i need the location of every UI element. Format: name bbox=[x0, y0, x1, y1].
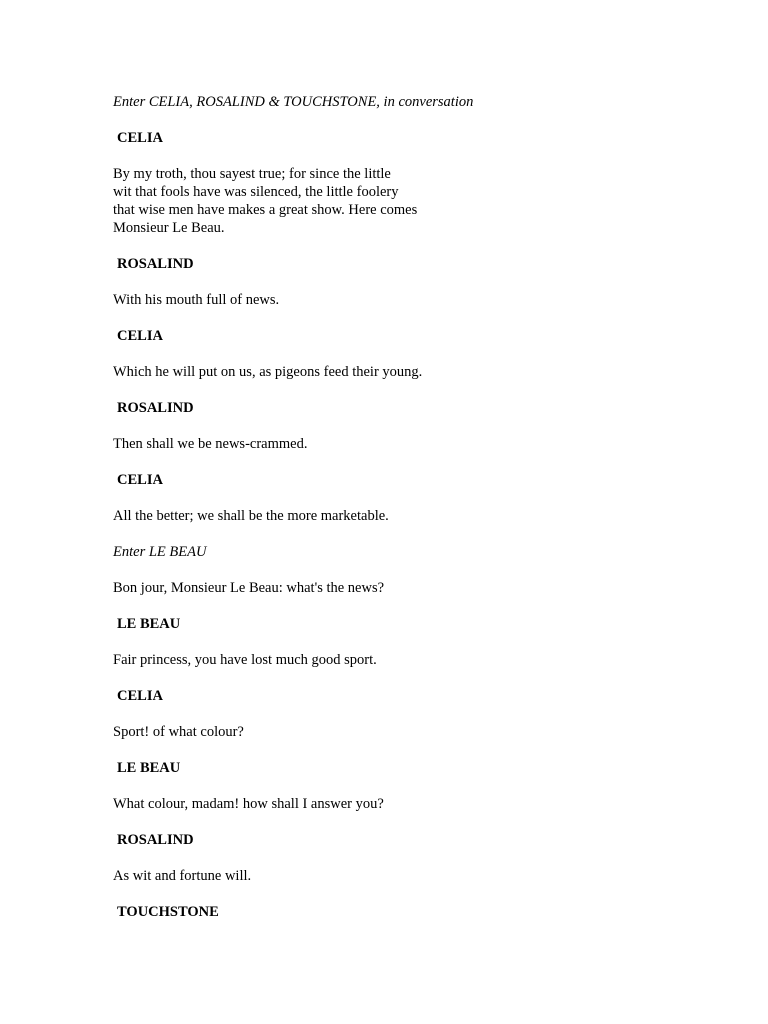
speaker-name: CELIA bbox=[117, 328, 163, 344]
speech bbox=[113, 723, 713, 741]
speech bbox=[113, 291, 713, 309]
speech bbox=[113, 651, 713, 669]
speech-line: Bon jour, Monsieur Le Beau: what's the news? bbox=[113, 580, 385, 596]
speaker-name: CELIA bbox=[117, 472, 163, 488]
speech-line: By my troth, thou sayest true; for since the little bbox=[113, 166, 391, 182]
speech bbox=[113, 165, 713, 237]
speech-line: Fair princess, you have lost much good sport. bbox=[113, 652, 377, 668]
speech-line: What colour, madam! how shall I answer you? bbox=[113, 796, 384, 812]
speech bbox=[113, 435, 713, 453]
speech-line: As wit and fortune will. bbox=[113, 868, 252, 884]
speaker-name: LE BEAU bbox=[117, 616, 181, 632]
speaker-name: LE BEAU bbox=[117, 760, 181, 776]
speech-line: wit that fools have was silenced, the little foolery bbox=[113, 184, 399, 200]
speech bbox=[113, 867, 713, 885]
speaker-name: CELIA bbox=[117, 130, 163, 146]
speech bbox=[113, 507, 713, 525]
stage-direction: Enter CELIA, ROSALIND & TOUCHSTONE, in conversation bbox=[113, 94, 474, 110]
speech-line: Sport! of what colour? bbox=[113, 724, 244, 740]
script-page bbox=[113, 93, 713, 921]
speech-line: Monsieur Le Beau. bbox=[113, 220, 225, 236]
speaker-name: CELIA bbox=[117, 688, 163, 704]
speech-line: With his mouth full of news. bbox=[113, 292, 280, 308]
speech bbox=[113, 795, 713, 813]
speaker-name: ROSALIND bbox=[117, 256, 194, 272]
stage-direction: Enter LE BEAU bbox=[113, 544, 207, 560]
speech-line: All the better; we shall be the more marketable. bbox=[113, 508, 389, 524]
speaker-name: TOUCHSTONE bbox=[117, 904, 219, 920]
speech-line: Which he will put on us, as pigeons feed their young. bbox=[113, 364, 423, 380]
speaker-name: ROSALIND bbox=[117, 400, 194, 416]
speaker-name: ROSALIND bbox=[117, 832, 194, 848]
speech bbox=[113, 363, 713, 381]
speech-line: Then shall we be news-crammed. bbox=[113, 436, 308, 452]
speech-line: that wise men have makes a great show. Here comes bbox=[113, 202, 418, 218]
speech bbox=[113, 579, 713, 597]
